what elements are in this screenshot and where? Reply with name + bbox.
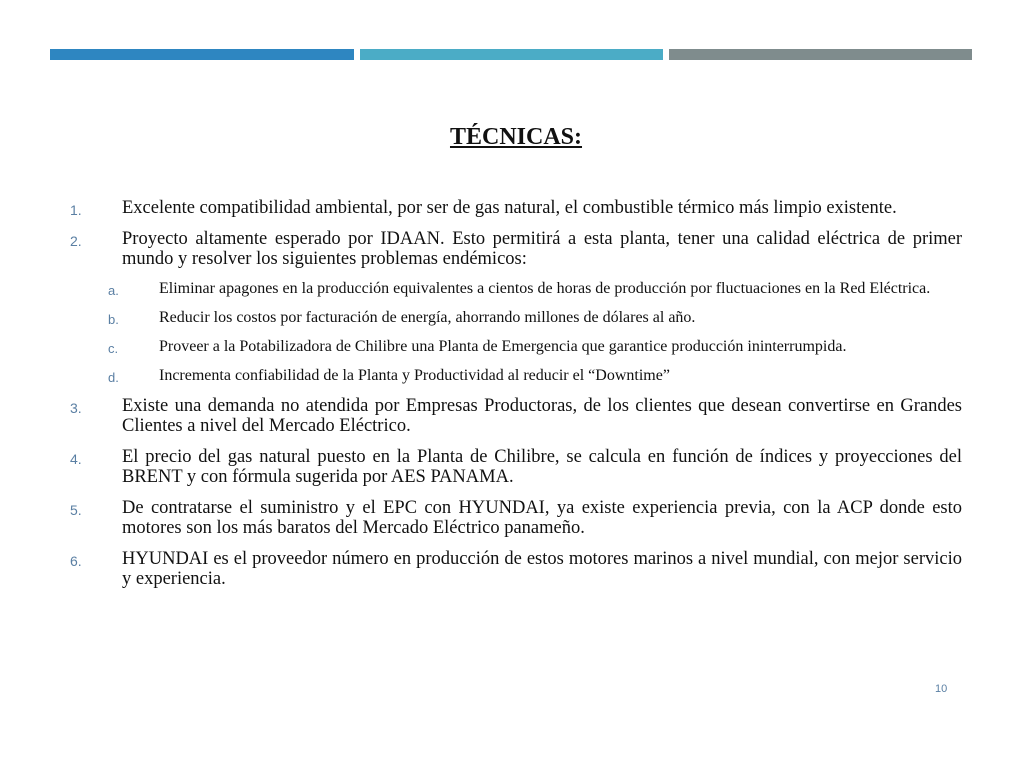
list-number: 2. — [70, 232, 82, 249]
list-item-1 — [70, 198, 962, 219]
slide-title: TÉCNICAS: — [449, 124, 583, 150]
list-text: Existe una demanda no atendida por Empresas Productoras, de los clientes que desean convertirse en Grandes Clientes a nivel del Mercado Eléctrico. — [122, 395, 962, 436]
sublist-text: Reducir los costos por facturación de energía, ahorrando millones de dólares al año. — [159, 308, 696, 326]
header-bar-gray — [669, 49, 972, 60]
sublist-text: Proveer a la Potabilizadora de Chilibre una Planta de Emergencia que garantice producción ininterrumpida. — [159, 337, 847, 355]
header-bar-blue — [50, 49, 354, 60]
list-item-6 — [70, 549, 962, 590]
sublist-text: Eliminar apagones en la producción equivalentes a cientos de horas de producción por fluctuaciones en la Red Eléctrica. — [159, 279, 931, 297]
sublist-letter: d. — [108, 369, 119, 385]
sublist-item-b — [70, 309, 962, 327]
sublist-text: Incrementa confiabilidad de la Planta y Productividad al reducir el “Downtime” — [159, 366, 670, 384]
list-item-2 — [70, 229, 962, 270]
slide-content — [70, 198, 962, 600]
list-item-5 — [70, 498, 962, 539]
sublist-letter: c. — [108, 340, 119, 356]
list-number: 3. — [70, 399, 82, 416]
sublist-item-c — [70, 338, 962, 356]
list-item-3 — [70, 396, 962, 437]
header-decoration-bars — [50, 49, 972, 60]
list-text: HYUNDAI es el proveedor número en producción de estos motores marinos a nivel mundial, con mejor servicio y experiencia. — [122, 548, 962, 589]
sublist — [70, 280, 962, 385]
sublist-letter: a. — [108, 282, 119, 298]
sublist-item-d — [70, 367, 962, 385]
list-number: 5. — [70, 501, 82, 518]
sublist-item-a — [70, 280, 962, 298]
list-number: 1. — [70, 202, 82, 218]
header-bar-teal — [360, 49, 663, 60]
list-text: Excelente compatibilidad ambiental, por ser de gas natural, el combustible térmico más limpio existente. — [122, 198, 897, 218]
list-text: Proyecto altamente esperado por IDAAN. Esto permitirá a esta planta, tener una calidad eléctrica de primer mundo y resolver los siguientes problemas endémicos: — [122, 228, 962, 269]
list-item-4 — [70, 447, 962, 488]
list-text: El precio del gas natural puesto en la Planta de Chilibre, se calcula en función de índices y proyecciones del BRENT y con fórmula sugerida por AES PANAMA. — [122, 446, 962, 487]
list-number: 6. — [70, 552, 82, 569]
list-number: 4. — [70, 450, 82, 467]
page-number: 10 — [935, 683, 948, 695]
sublist-letter: b. — [108, 311, 119, 327]
list-text: De contratarse el suministro y el EPC con HYUNDAI, ya existe experiencia previa, con la ACP donde esto motores son los más baratos del Mercado Eléctrico panameño. — [122, 497, 962, 538]
